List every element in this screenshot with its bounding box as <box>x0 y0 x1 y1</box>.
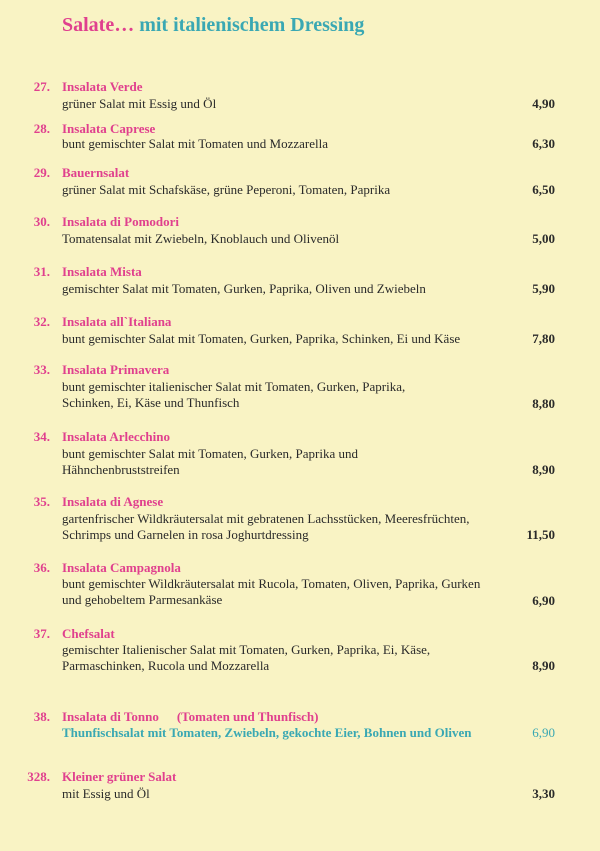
item-description: gartenfrischer Wildkräutersalat mit gebratenen Lachsstücken, Meeresfrüchten, Schrimps und Garnelen in rosa Joghurtdressing <box>62 511 470 542</box>
item-price: 4,90 <box>532 96 555 111</box>
item-number: 31. <box>33 264 50 279</box>
item-description: Tomatensalat mit Zwiebeln, Knoblauch und Olivenöl <box>62 231 340 246</box>
item-description: grüner Salat mit Schafskäse, grüne Peperoni, Tomaten, Paprika <box>62 182 391 197</box>
item-name: Insalata Caprese <box>62 121 156 136</box>
item-description: gemischter Italienischer Salat mit Tomaten, Gurken, Paprika, Ei, Käse, Parmaschinken, Rucola und Mozzarella <box>62 642 431 673</box>
item-price: 5,00 <box>532 231 555 246</box>
item-number: 29. <box>33 165 50 180</box>
item-number: 37. <box>33 626 50 641</box>
item-name <box>62 709 318 725</box>
item-name: Insalata di Agnese <box>62 494 164 509</box>
item-name: Insalata Mista <box>62 264 142 279</box>
item-name: Insalata Verde <box>62 79 143 94</box>
item-name: Insalata Primavera <box>62 362 170 377</box>
item-description: bunt gemischter italienischer Salat mit Tomaten, Gurken, Paprika, Schinken, Ei, Käse und Thunfisch <box>62 379 406 410</box>
item-number: 33. <box>33 362 50 377</box>
title-salate: Salate… <box>62 14 135 36</box>
page-title <box>62 14 364 37</box>
item-name: Insalata Arlecchino <box>62 429 170 444</box>
item-price: 5,90 <box>532 281 555 296</box>
item-name: Bauernsalat <box>62 165 130 180</box>
item-price: 8,90 <box>532 462 555 477</box>
item-description: grüner Salat mit Essig und Öl <box>62 96 217 111</box>
item-price: 6,30 <box>532 136 555 151</box>
item-number: 34. <box>33 429 50 444</box>
item-name: Insalata Campagnola <box>62 560 181 575</box>
item-number: 328. <box>27 769 50 784</box>
item-description: mit Essig und Öl <box>62 786 150 801</box>
item-price: 6,90 <box>532 725 555 740</box>
item-number: 27. <box>33 79 50 94</box>
item-number: 36. <box>33 560 50 575</box>
item-description: gemischter Salat mit Tomaten, Gurken, Paprika, Oliven und Zwiebeln <box>62 281 426 296</box>
item-subname: (Tomaten und Thunfisch) <box>176 709 319 724</box>
item-number: 28. <box>33 121 50 136</box>
item-description: bunt gemischter Salat mit Tomaten und Mozzarella <box>62 136 328 151</box>
item-name: Insalata di Pomodori <box>62 214 180 229</box>
item-price: 3,30 <box>532 786 555 801</box>
title-dressing: mit italienischem Dressing <box>139 14 365 36</box>
item-price: 11,50 <box>526 527 555 542</box>
item-name: Insalata all`Italiana <box>62 314 172 329</box>
item-number: 35. <box>33 494 50 509</box>
item-number: 38. <box>33 709 50 724</box>
item-price: 8,80 <box>532 396 555 411</box>
item-price: 6,90 <box>532 593 555 608</box>
item-name-main: Insalata di Tonno <box>62 709 159 724</box>
item-description: Thunfischsalat mit Tomaten, Zwiebeln, gekochte Eier, Bohnen und Oliven <box>62 725 472 740</box>
item-description: bunt gemischter Salat mit Tomaten, Gurken, Paprika und Hähnchenbruststreifen <box>62 446 358 477</box>
item-number: 30. <box>33 214 50 229</box>
item-price: 7,80 <box>532 331 555 346</box>
item-number: 32. <box>33 314 50 329</box>
item-description: bunt gemischter Salat mit Tomaten, Gurken, Paprika, Schinken, Ei und Käse <box>62 331 461 346</box>
item-name: Kleiner grüner Salat <box>62 769 177 784</box>
item-name: Chefsalat <box>62 626 115 641</box>
item-price: 6,50 <box>532 182 555 197</box>
item-description: bunt gemischter Wildkräutersalat mit Rucola, Tomaten, Oliven, Paprika, Gurken und gehobeltem Parmesankäse <box>62 576 481 607</box>
item-price: 8,90 <box>532 658 555 673</box>
